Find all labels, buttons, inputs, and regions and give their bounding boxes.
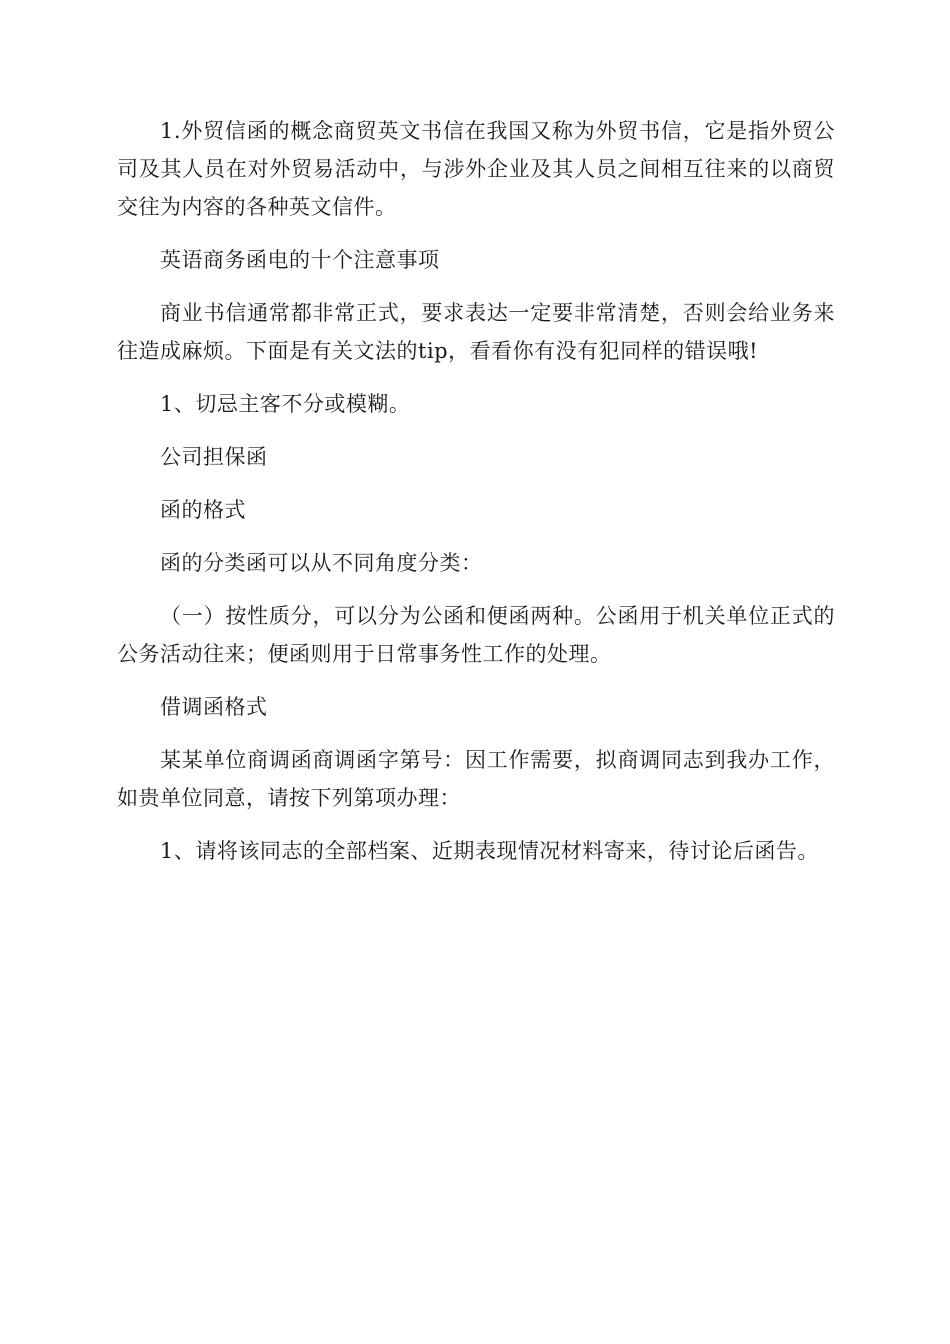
paragraph-secondment-item-one: 1、请将该同志的全部档案、近期表现情况材料寄来，待讨论后函告。: [160, 839, 819, 863]
paragraph-business-letter-formality: 商业书信通常都非常正式，要求表达一定要非常清楚，否则会给业务来往造成麻烦。下面是有关文法的tip，看看你有没有犯同样的错误哦!: [117, 301, 835, 363]
paragraph-secondment-letter-body: 某某单位商调函商调函字第号：因工作需要，拟商调同志到我办工作，如贵单位同意，请按下列第项办理：: [117, 748, 835, 810]
paragraph-letter-format: 函的格式: [160, 498, 246, 522]
document-body: [117, 112, 835, 885]
paragraph-business-letter-notes-heading: 英语商务函电的十个注意事项: [160, 248, 440, 272]
paragraph-letter-classification: 函的分类函可以从不同角度分类：: [160, 551, 483, 575]
paragraph-rule-one: 1、切忌主客不分或模糊。: [160, 392, 411, 416]
paragraph-secondment-letter-format: 借调函格式: [160, 695, 268, 719]
paragraph-foreign-trade-letter-concept: 1.外贸信函的概念商贸英文书信在我国又称为外贸书信，它是指外贸公司及其人员在对外贸易活动中，与涉外企业及其人员之间相互往来的以商贸交往为内容的各种英文信件。: [117, 119, 835, 219]
paragraph-classification-by-nature: （一）按性质分，可以分为公函和便函两种。公函用于机关单位正式的公务活动往来；便函则用于日常事务性工作的处理。: [117, 604, 835, 666]
paragraph-company-guarantee-letter: 公司担保函: [160, 445, 268, 469]
